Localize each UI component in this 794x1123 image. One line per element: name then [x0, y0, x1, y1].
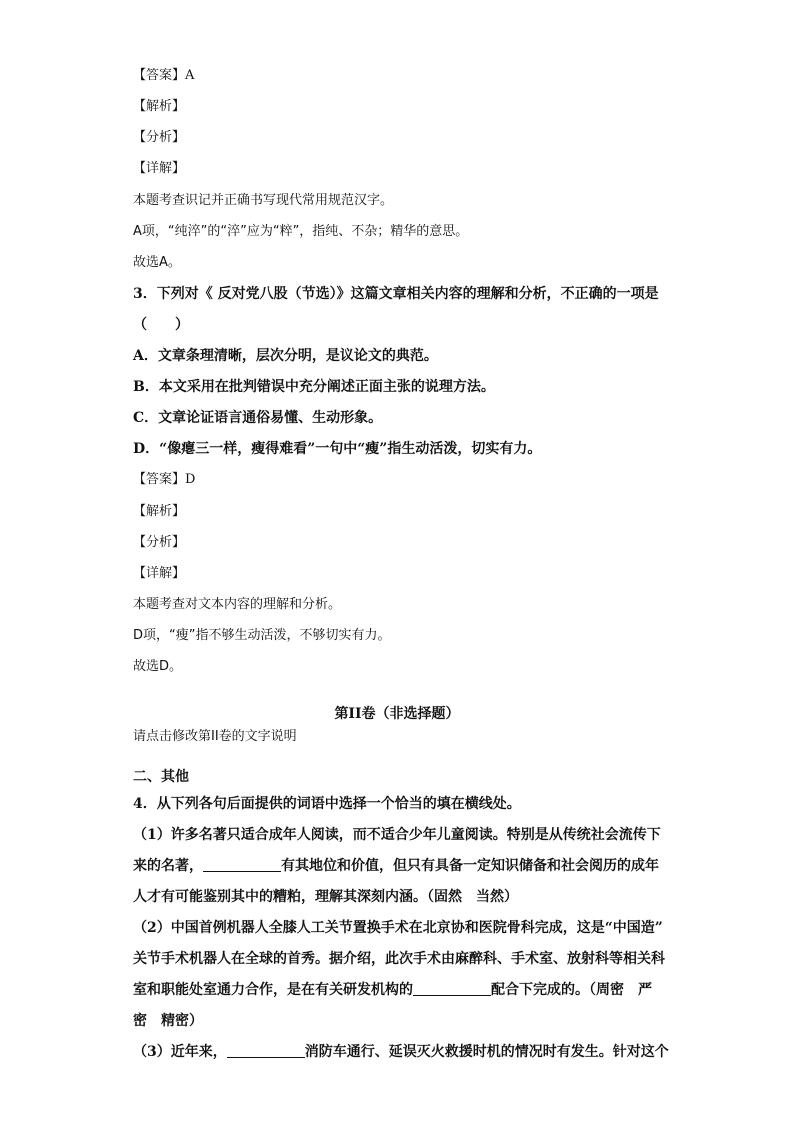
- q4-sentence-1-line3: 人才有可能鉴别其中的糟粕，理解其深刻内涵。（固然 当然）: [133, 889, 518, 905]
- fill-blank-2[interactable]: [413, 981, 491, 996]
- q4-sentence-1-line1: （1）许多名著只适合成年人阅读，而不适合少年儿童阅读。特别是从传统社会流传下: [133, 827, 661, 843]
- q4-s2-text-b: 配合下完成的。（周密 严: [491, 982, 652, 998]
- section-note: 请点击修改第II卷的文字说明: [133, 729, 297, 744]
- explanation-q2-line2: A项，“纯淬”的“淬”应为“粹”，指纯、不杂；精华的意思。: [133, 224, 469, 239]
- q4-sentence-2-line2: 关节手术机器人在全球的首秀。据介绍，此次手术由麻醉科、手术室、放射科等相关科: [133, 951, 665, 967]
- analysis-label-q2: 【解析】: [133, 99, 186, 114]
- explanation-q3-line1: 本题考查对文本内容的理解和分析。: [133, 597, 342, 612]
- analysis-label-q3: 【解析】: [133, 504, 186, 519]
- conclusion-q2: 故选A。: [133, 255, 181, 270]
- question-3-option-c: C．文章论证语言通俗易懂、生动形象。: [133, 410, 383, 426]
- q4-sentence-1-line2: [133, 857, 659, 875]
- q4-s1-text-a: 来的名著，: [133, 858, 203, 874]
- answer-label-q3: 【答案】D: [133, 472, 196, 487]
- detail-label-q3: 【详解】: [133, 566, 186, 581]
- question-3-option-b: B．本文采用在批判错误中充分阐述正面主张的说理方法。: [133, 379, 495, 395]
- question-3-option-d: D．“像瘪三一样，瘦得难看”一句中“瘦”指生动活泼，切实有力。: [133, 441, 542, 457]
- part-two-heading: 二、其他: [133, 769, 189, 785]
- q4-sentence-2-line1: （2）中国首例机器人全膝人工关节置换手术在北京协和医院骨科完成，这是“中国造”: [133, 920, 663, 936]
- question-4-stem: 4．从下列各句后面提供的词语中选择一个恰当的填在横线处。: [133, 796, 521, 812]
- q4-s3-text-b: 消防车通行、延误灭火救援时机的情况时有发生。针对这个: [304, 1044, 669, 1060]
- question-3-option-a: A．文章条理清晰，层次分明，是议论文的典范。: [133, 348, 438, 364]
- explanation-q3-line2: D项，“瘦”指不够生动活泼，不够切实有力。: [133, 628, 391, 643]
- q4-sentence-2-line4: 密 精密）: [133, 1013, 203, 1029]
- q4-sentence-3-line1: [133, 1043, 669, 1061]
- question-3-bracket: （ ）: [133, 317, 189, 333]
- fill-blank-1[interactable]: [203, 857, 281, 872]
- detail-label-q2: 【详解】: [133, 161, 186, 176]
- answer-label-q2: 【答案】A: [133, 68, 195, 83]
- explanation-q2-line1: 本题考查识记并正确书写现代常用规范汉字。: [133, 193, 394, 208]
- conclusion-q3: 故选D。: [133, 659, 183, 674]
- q4-s3-text-a: （3）近年来，: [133, 1044, 227, 1060]
- q4-sentence-2-line3: [133, 981, 652, 999]
- fenxi-label-q3: 【分析】: [133, 535, 186, 550]
- question-3-stem: 3．下列对《 反对党八股（节选）》这篇文章相关内容的理解和分析，不正确的一项是: [133, 286, 659, 302]
- fill-blank-3[interactable]: [227, 1043, 305, 1058]
- q4-s2-text-a: 室和职能处室通力合作，是在有关研发机构的: [133, 982, 413, 998]
- q4-s1-text-b: 有其地位和价值，但只有具备一定知识储备和社会阅历的成年: [281, 858, 659, 874]
- section-title: 第II卷（非选择题）: [334, 706, 460, 722]
- fenxi-label-q2: 【分析】: [133, 130, 186, 145]
